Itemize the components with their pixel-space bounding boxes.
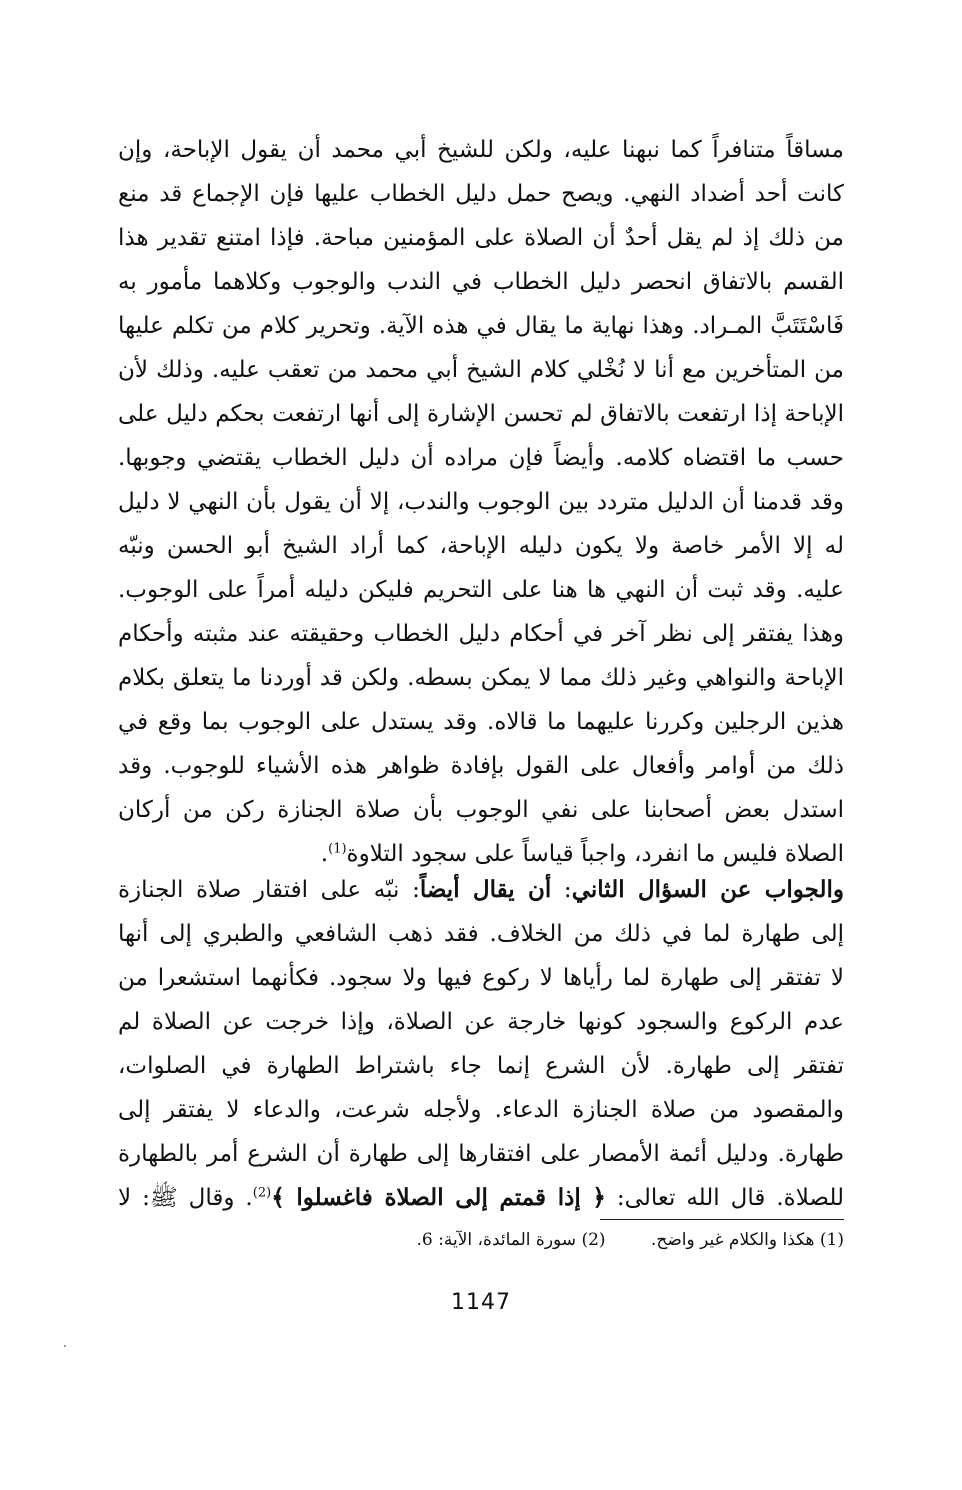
quran-verse: ﴿ إذا قمتم إلى الصلاة فاغسلوا ﴾ [271,1184,606,1211]
section-heading: والجواب عن السؤال الثاني [571,876,844,903]
scan-speck [64,1345,66,1347]
footnote-reference-1[interactable]: (1) [328,841,347,857]
text-segment: للصلاة. قال الله تعالى: [605,1185,844,1211]
paragraph-2 [118,868,844,1220]
text-segment: : نبّه على افتقار صلاة الجنازة [118,877,420,903]
text-segment: . وقال ﷺ: لا [118,1185,253,1211]
text-line: عدم الركوع والسجود كونها خارجة عن الصلاة، وإذا خرجت عن الصلاة لم [118,1009,844,1035]
text-line: القسم بالاتفاق انحصر دليل الخطاب في الندب والوجوب وكلاهما مأمور به [118,269,844,295]
text-line: عليه. وقد ثبت أن النهي ها هنا على التحريم فليكن دليله أمراً على الوجوب. [118,577,844,603]
text-line: الإباحة والنواهي وغير ذلك مما لا يمكن بسطه. ولكن قد أوردنا ما يتعلق بكلام [118,665,844,691]
text-line: وقد قدمنا أن الدليل متردد بين الوجوب والندب، إلا أن يقول بأن النهي لا دليل [118,489,844,515]
text-line: استدل بعض أصحابنا على نفي الوجوب بأن صلاة الجنازة ركن من أركان [118,797,844,823]
text-line: لا تفتقر إلى طهارة لما رأياها لا ركوع فيها ولا سجود. فكأنهما استشعرا من [118,965,844,991]
text-line: وهذا يفتقر إلى نظر آخر في أحكام دليل الخطاب وحقيقته عند مثبته وأحكام [118,621,844,647]
footnote-1: (1) هكذا والكلام غير واضح. [650,1230,844,1250]
footnote-2: (2) سورة المائدة، الآية: 6. [416,1230,606,1250]
footnote-divider [600,1219,844,1220]
text-line: من ذلك إذ لم يقل أحدٌ أن الصلاة على المؤمنين مباحة. فإذا امتنع تقدير هذا [118,225,844,251]
text-segment: . [320,841,329,867]
emphasis-phrase: أن يقال أيضاً [419,876,552,903]
text-line: فَاسْتَتَبَّ المـراد. وهذا نهاية ما يقال في هذه الآية. وتحرير كلام من تكلم عليها [118,313,844,339]
text-segment: الصلاة فليس ما انفرد، واجباً قياساً على سجود التلاوة [346,841,844,867]
text-line: من المتأخرين مع أنا لا نُخْلي كلام الشيخ أبي محمد من تعقب عليه. وذلك لأن [118,357,844,383]
text-line: هذين الرجلين وكررنا عليهما ما قالاه. وقد يستدل على الوجوب بما وقع في [118,709,844,735]
page-number: 1147 [451,1290,511,1315]
text-line: والمقصود من صلاة الجنازة الدعاء. ولأجله شرعت، والدعاء لا يفتقر إلى [118,1097,844,1123]
text-line: إلى طهارة لما في ذلك من الخلاف. فقد ذهب الشافعي والطبري إلى أنها [118,921,844,947]
text-line: حسب ما اقتضاه كلامه. وأيضاً فإن مراده أن دليل الخطاب يقتضي وجوبها. [118,445,844,471]
text-line: تفتقر إلى طهارة. لأن الشرع إنما جاء باشتراط الطهارة في الصلوات، [118,1053,844,1079]
footnotes [118,1225,844,1255]
footnote-reference-2[interactable]: (2) [252,1185,272,1201]
text-line: ذلك من أوامر وأفعال على القول بإفادة ظواهر هذه الأشياء للوجوب. وقد [118,753,844,779]
text-line: كانت أحد أضداد النهي. ويصح حمل دليل الخطاب عليها فإن الإجماع قد منع [118,181,844,207]
text-line-last [118,1176,844,1220]
text-line: مساقاً متنافراً كما نبهنا عليه، ولكن للشيخ أبي محمد أن يقول الإباحة، وإن [118,137,844,163]
text-line-lead [118,868,844,912]
text-line: له إلا الأمر خاصة ولا يكون دليله الإباحة، كما أراد الشيخ أبو الحسن ونبّه [118,533,844,559]
paragraph-1 [118,128,844,876]
text-line: طهارة. ودليل أئمة الأمصار على افتقارها إلى طهارة أن الشرع أمر بالطهارة [118,1141,844,1167]
text-line: الإباحة إذا ارتفعت بالاتفاق لم تحسن الإشارة إلى أنها ارتفعت بحكم دليل على [118,401,844,427]
text-segment: : [551,877,572,903]
